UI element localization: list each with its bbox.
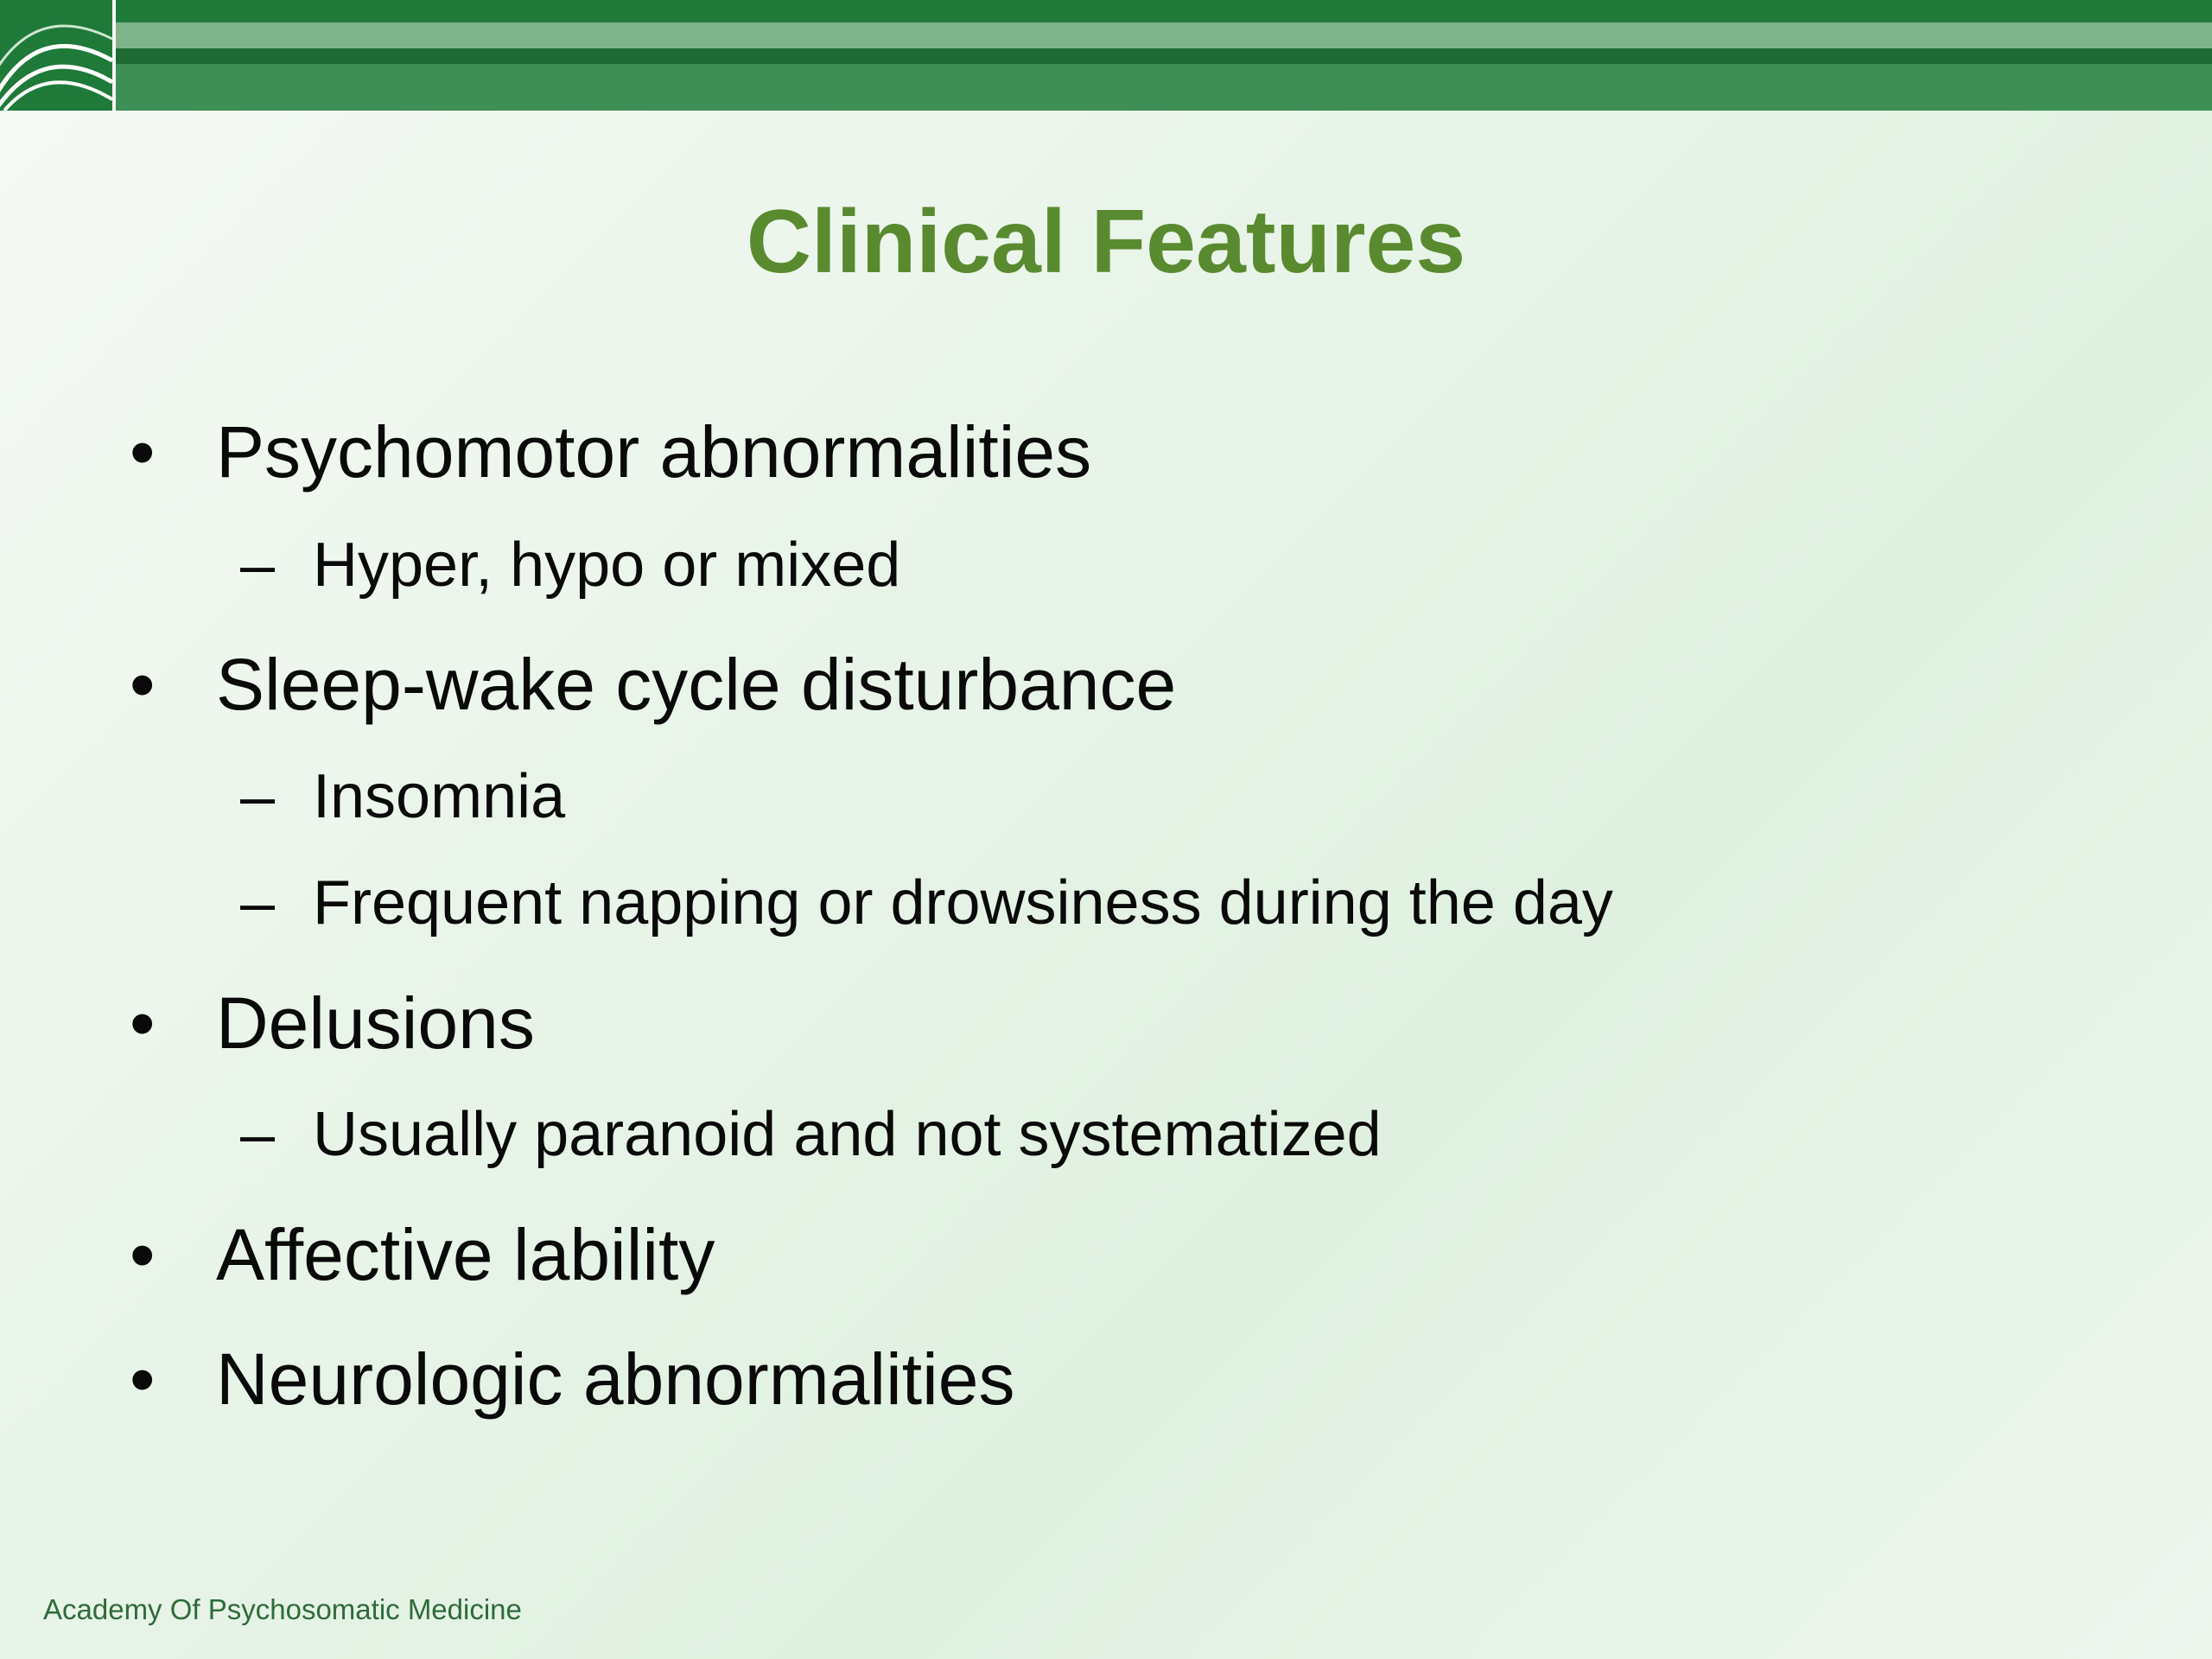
sub-bullet-text: Hyper, hypo or mixed [313, 531, 901, 600]
bullet-marker: • [130, 644, 156, 725]
sub-bullet-text: Insomnia [313, 762, 566, 831]
bullet-text: Delusions [216, 982, 535, 1064]
bullet-item [130, 641, 1176, 728]
bullet-text: Affective lability [216, 1214, 715, 1295]
sub-bullet-item [240, 528, 900, 602]
slide-title: Clinical Features [746, 192, 1466, 292]
bullet-item [130, 1336, 1014, 1422]
bullet-text: Sleep-wake cycle disturbance [216, 644, 1177, 725]
sub-bullet-marker: – [240, 762, 276, 831]
bullet-item [130, 980, 535, 1066]
bullet-marker: • [130, 1338, 156, 1420]
bullet-marker: • [130, 411, 156, 493]
sub-bullet-item [240, 866, 1613, 940]
bullet-item [130, 409, 1091, 495]
sub-bullet-text: Usually paranoid and not systematized [313, 1100, 1382, 1169]
bullet-marker: • [130, 1214, 156, 1295]
bullet-text: Psychomotor abnormalities [216, 411, 1092, 493]
footer-organization: Academy Of Psychosomatic Medicine [43, 1593, 522, 1625]
sub-bullet-item [240, 1097, 1382, 1172]
sub-bullet-marker: – [240, 868, 276, 938]
sub-bullet-marker: – [240, 1100, 276, 1169]
sub-bullet-marker: – [240, 531, 276, 600]
bullet-text: Neurologic abnormalities [216, 1338, 1015, 1420]
sub-bullet-text: Frequent napping or drowsiness during the day [313, 868, 1613, 938]
sub-bullet-item [240, 760, 565, 834]
bullet-item [130, 1211, 715, 1298]
bullet-marker: • [130, 982, 156, 1064]
